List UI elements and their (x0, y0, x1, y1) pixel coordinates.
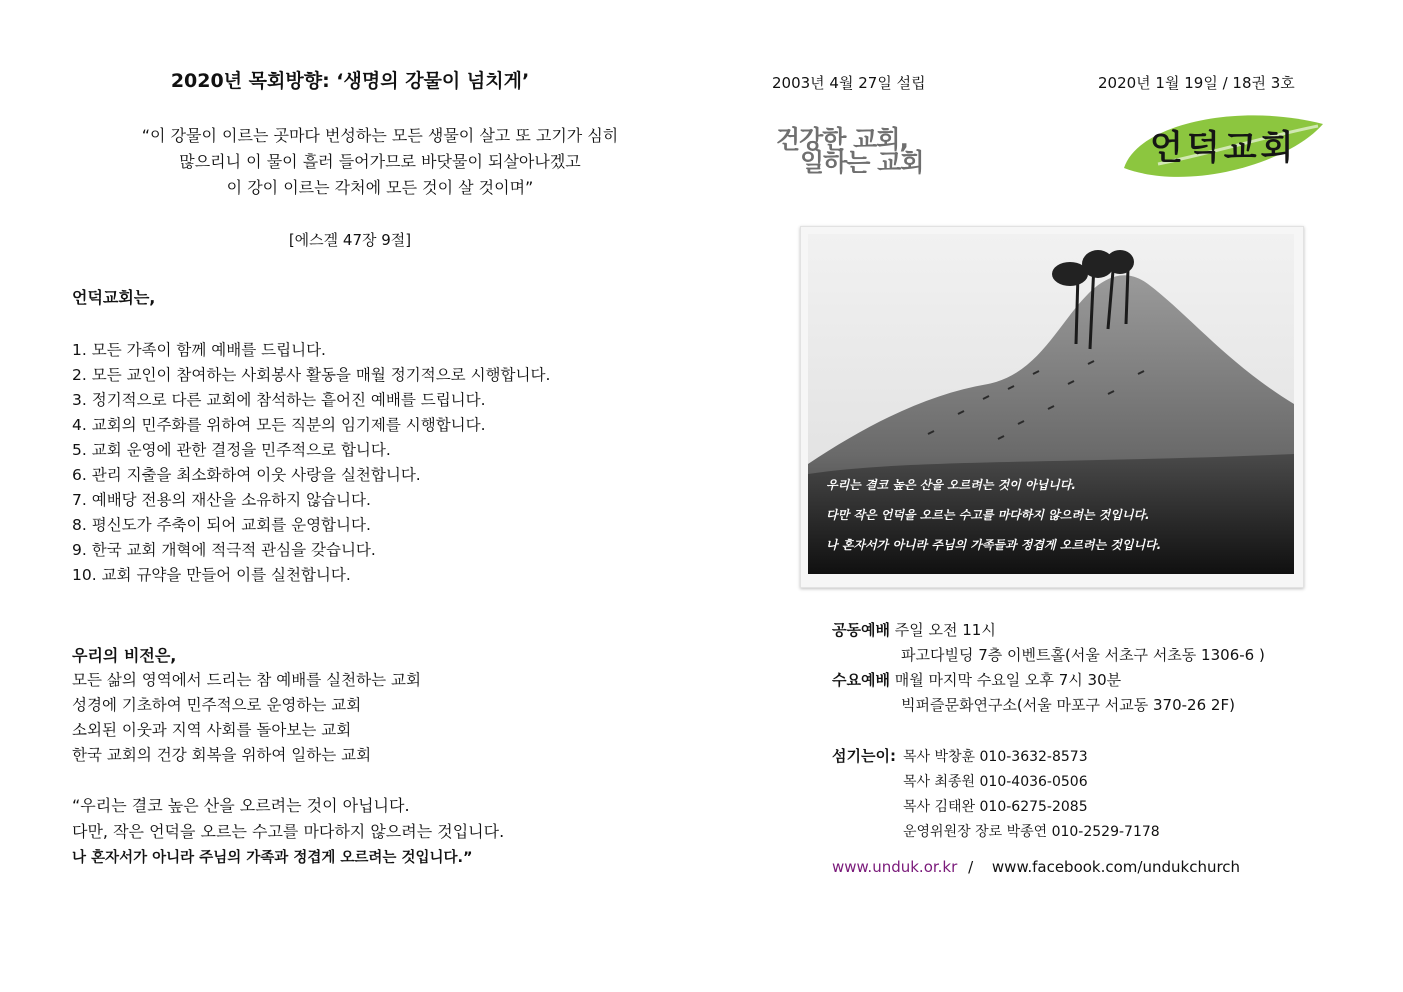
quote-line: “이 강물이 이르는 곳마다 번성하는 모든 생물이 살고 또 고기가 심히 (141, 126, 619, 145)
staff-item: 목사 최종원 010-4036-0506 (903, 774, 1088, 790)
bulletin-theme-title: 2020년 목회방향: ‘생명의 강물이 넘치게’ (170, 70, 530, 92)
church-logo-text: 언덕교회 (1150, 128, 1298, 168)
sunday-worship-label: 공동예배 (832, 621, 890, 639)
staff-label-text: 섬기는이: (832, 747, 896, 765)
closing-line: “우리는 결코 높은 산을 오르려는 것이 아닙니다. (72, 796, 410, 815)
staff-label (832, 745, 896, 766)
slogan-line: 일하는 교회 (800, 148, 924, 177)
issue-info: 2020년 1월 19일 / 18권 3호 (1098, 74, 1295, 92)
closing-line: 나 혼자서가 아니라 주님의 가족과 정겹게 오르려는 것입니다.” (72, 850, 473, 866)
list-item: 7. 예배당 전용의 재산을 소유하지 않습니다. (72, 491, 371, 509)
vision-heading: 우리의 비전은, (72, 646, 177, 665)
link-separator: / (968, 858, 974, 876)
scripture-quote (60, 123, 700, 201)
list-item: 1. 모든 가족이 함께 예배를 드립니다. (72, 341, 326, 359)
list-item: 8. 평신도가 주축이 되어 교회를 운영합니다. (72, 516, 371, 534)
staff-list (903, 745, 1160, 845)
photo-caption-line: 나 혼자서가 아니라 주님의 가족들과 정겹게 오르려는 것입니다. (826, 538, 1162, 552)
wednesday-worship (832, 669, 1121, 690)
sunday-worship-place: 파고다빌딩 7층 이벤트홀(서울 서초구 서초동 1306-6 ) (901, 646, 1265, 664)
church-slogan (776, 125, 924, 177)
church-principles-heading: 언덕교회는, (72, 288, 156, 307)
vision-list (72, 668, 421, 768)
wednesday-worship-label: 수요예배 (832, 671, 890, 689)
staff-item: 운영위원장 장로 박종연 010-2529-7178 (903, 824, 1160, 840)
list-item: 9. 한국 교회 개혁에 적극적 관심을 갖습니다. (72, 541, 376, 559)
staff-item: 목사 박창훈 010-3632-8573 (903, 749, 1088, 765)
wednesday-worship-place: 빅퍼즐문화연구소(서울 마포구 서교동 370-26 2F) (901, 696, 1235, 714)
website-link[interactable]: www.unduk.or.kr (832, 858, 958, 876)
slogan-line: 건강한 교회, (776, 125, 908, 154)
list-item: 10. 교회 규약을 만들어 이를 실천합니다. (72, 566, 351, 584)
sunday-worship (832, 619, 996, 640)
closing-line: 다만, 작은 언덕을 오르는 수고를 마다하지 않으려는 것입니다. (72, 822, 505, 841)
list-item: 성경에 기초하여 민주적으로 운영하는 교회 (72, 696, 362, 714)
web-links (832, 858, 1240, 876)
quote-line: 많으리니 이 물이 흘러 들어가므로 바닷물이 되살아나겠고 (179, 152, 581, 171)
quote-line: 이 강이 이르는 각처에 모든 것이 살 것이며” (226, 178, 534, 197)
wednesday-worship-time: 매월 마지막 수요일 오후 7시 30분 (894, 671, 1122, 689)
list-item: 5. 교회 운영에 관한 결정을 민주적으로 합니다. (72, 441, 391, 459)
photo-caption-line: 다만 작은 언덕을 오르는 수고를 마다하지 않으려는 것입니다. (826, 508, 1150, 522)
hill-painting-image (808, 234, 1294, 574)
staff-item: 목사 김태완 010-6275-2085 (903, 799, 1088, 815)
list-item: 2. 모든 교인이 참여하는 사회봉사 활동을 매월 정기적으로 시행합니다. (72, 366, 551, 384)
list-item: 4. 교회의 민주화를 위하여 모든 직분의 임기제를 시행합니다. (72, 416, 486, 434)
scripture-reference: [에스겔 47장 9절] (288, 231, 412, 249)
photo-caption-line: 우리는 결코 높은 산을 오르려는 것이 아닙니다. (826, 478, 1076, 492)
list-item: 6. 관리 지출을 최소화하여 이웃 사랑을 실천합니다. (72, 466, 421, 484)
closing-statement (72, 793, 504, 871)
list-item: 모든 삶의 영역에서 드리는 참 예배를 실천하는 교회 (72, 671, 421, 689)
founded-date: 2003년 4월 27일 설립 (772, 74, 926, 92)
list-item: 소외된 이웃과 지역 사회를 돌아보는 교회 (72, 721, 352, 739)
facebook-link[interactable]: www.facebook.com/undukchurch (991, 858, 1241, 876)
sunday-worship-time: 주일 오전 11시 (894, 621, 996, 639)
list-item: 3. 정기적으로 다른 교회에 참석하는 흩어진 예배를 드립니다. (72, 391, 486, 409)
list-item: 한국 교회의 건강 회복을 위하여 일하는 교회 (72, 746, 372, 764)
principles-list (72, 338, 550, 588)
